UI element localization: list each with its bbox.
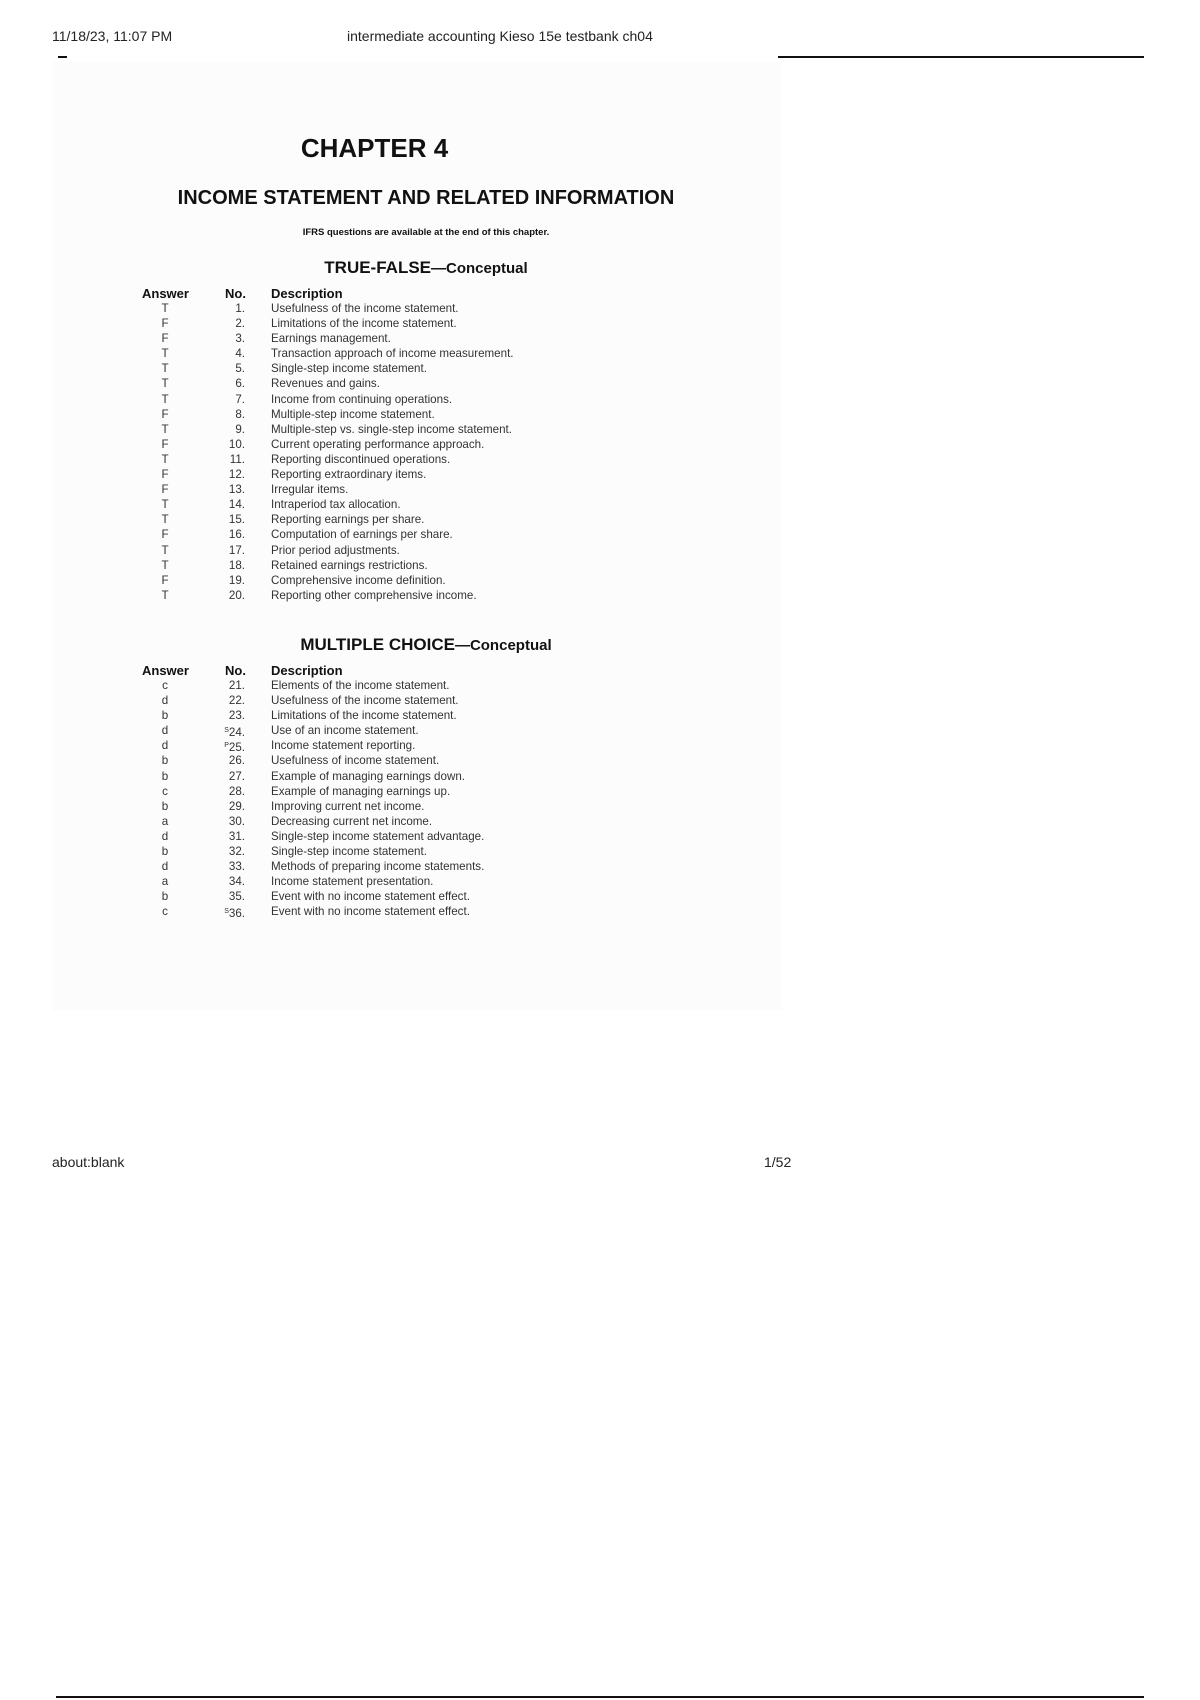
answer-cell: b — [161, 754, 169, 768]
print-datetime: 11/18/23, 11:07 PM — [52, 28, 173, 44]
print-doc-title: intermediate accounting Kieso 15e testbank ch04 — [347, 28, 653, 44]
description-cell: Intraperiod tax allocation. — [271, 498, 401, 512]
description-cell: Limitations of the income statement. — [271, 709, 457, 723]
table-row — [130, 784, 590, 799]
table-header — [130, 663, 590, 678]
number-cell — [200, 573, 245, 588]
number-value: 6. — [235, 377, 245, 391]
number-cell — [200, 904, 245, 921]
number-cell — [200, 799, 245, 814]
table-row — [130, 799, 590, 814]
description-cell: Usefulness of the income statement. — [271, 694, 459, 708]
number-value: 13. — [228, 483, 245, 497]
answer-column-header: Answer — [142, 286, 189, 301]
description-cell: Prior period adjustments. — [271, 543, 400, 557]
answer-cell: d — [161, 739, 169, 753]
section-title-sub: —Conceptual — [431, 260, 528, 277]
answer-cell: T — [161, 558, 169, 572]
answer-cell: F — [161, 468, 169, 482]
description-cell: Income statement presentation. — [271, 875, 434, 889]
number-cell — [200, 678, 245, 693]
ifrs-note: IFRS questions are available at the end of this chapter. — [302, 227, 550, 238]
number-cell — [200, 588, 245, 603]
answer-cell: T — [161, 498, 169, 512]
description-column-header: Description — [271, 663, 343, 678]
description-cell: Comprehensive income definition. — [271, 573, 446, 587]
answer-cell: F — [161, 573, 169, 587]
number-value: 36. — [228, 907, 245, 921]
number-value: 15. — [228, 513, 245, 527]
description-cell: Retained earnings restrictions. — [271, 558, 428, 572]
section-title-main: MULTIPLE CHOICE — [300, 635, 455, 654]
number-cell — [200, 376, 245, 391]
number-value: 34. — [228, 875, 245, 889]
table-row — [130, 452, 590, 467]
answer-cell: d — [161, 694, 169, 708]
description-cell: Income statement reporting. — [271, 739, 416, 753]
answer-cell: F — [161, 317, 169, 331]
number-value: 33. — [228, 860, 245, 874]
table-row — [130, 512, 590, 527]
table-row — [130, 738, 590, 753]
number-value: 32. — [228, 845, 245, 859]
number-cell — [200, 437, 245, 452]
table-row — [130, 376, 590, 391]
number-cell — [200, 708, 245, 723]
table-row — [130, 301, 590, 316]
description-cell: Multiple-step income statement. — [271, 407, 435, 421]
multiple-choice-rows — [130, 678, 590, 920]
number-cell — [200, 784, 245, 799]
answer-cell: T — [161, 588, 169, 602]
description-cell: Irregular items. — [271, 483, 349, 497]
table-row — [130, 346, 590, 361]
number-cell — [200, 512, 245, 527]
answer-cell: T — [161, 422, 169, 436]
table-row — [130, 859, 590, 874]
chapter-heading: CHAPTER 4 — [300, 133, 449, 163]
true-false-table — [130, 286, 590, 603]
description-cell: Reporting extraordinary items. — [271, 468, 427, 482]
answer-cell: a — [161, 814, 169, 828]
footer-rule — [56, 1696, 1144, 1698]
number-value: 28. — [228, 784, 245, 798]
answer-cell: d — [161, 829, 169, 843]
table-row — [130, 497, 590, 512]
answer-cell: T — [161, 347, 169, 361]
description-cell: Event with no income statement effect. — [271, 905, 470, 919]
header-rule — [778, 56, 1144, 58]
table-row — [130, 543, 590, 558]
number-cell — [200, 346, 245, 361]
answer-cell: d — [161, 860, 169, 874]
number-cell — [200, 543, 245, 558]
answer-cell: T — [161, 513, 169, 527]
number-cell — [200, 422, 245, 437]
answer-cell: a — [161, 875, 169, 889]
description-cell: Reporting discontinued operations. — [271, 452, 451, 466]
chapter-subtitle: INCOME STATEMENT AND RELATED INFORMATION — [177, 187, 675, 209]
table-row — [130, 769, 590, 784]
number-value: 29. — [228, 799, 245, 813]
table-row — [130, 527, 590, 542]
number-value: 1. — [235, 302, 245, 315]
question-marker: S — [224, 727, 229, 735]
answer-cell: T — [161, 302, 169, 315]
number-value: 12. — [228, 468, 245, 482]
number-cell — [200, 844, 245, 859]
number-cell — [200, 769, 245, 784]
question-marker: S — [224, 908, 229, 916]
answer-cell: d — [161, 724, 169, 738]
description-cell: Computation of earnings per share. — [271, 528, 453, 542]
number-value: 2. — [235, 317, 245, 331]
table-row — [130, 331, 590, 346]
description-cell: Income from continuing operations. — [271, 392, 453, 406]
description-cell: Single-step income statement advantage. — [271, 829, 485, 843]
multiple-choice-table — [130, 663, 590, 920]
number-value: 8. — [235, 407, 245, 421]
number-cell — [200, 392, 245, 407]
section-title-sub: —Conceptual — [454, 637, 552, 654]
description-cell: Example of managing earnings up. — [271, 784, 451, 798]
table-row — [130, 407, 590, 422]
table-row — [130, 829, 590, 844]
description-cell: Limitations of the income statement. — [271, 317, 457, 331]
answer-cell: b — [161, 769, 169, 783]
answer-cell: b — [161, 890, 169, 904]
number-value: 18. — [228, 558, 245, 572]
answer-cell: T — [161, 362, 169, 376]
table-row — [130, 392, 590, 407]
number-value: 20. — [228, 588, 245, 602]
table-row — [130, 874, 590, 889]
table-row — [130, 467, 590, 482]
print-page-number: 1/52 — [764, 1154, 792, 1170]
description-cell: Methods of preparing income statements. — [271, 860, 485, 874]
number-value: 16. — [228, 528, 245, 542]
number-cell — [200, 889, 245, 904]
answer-cell: c — [162, 784, 168, 798]
number-cell — [200, 693, 245, 708]
description-cell: Elements of the income statement. — [271, 679, 450, 692]
number-value: 14. — [228, 498, 245, 512]
answer-cell: F — [161, 483, 169, 497]
number-cell — [200, 331, 245, 346]
table-row — [130, 904, 590, 919]
description-cell: Reporting earnings per share. — [271, 513, 425, 527]
answer-cell: c — [162, 905, 168, 919]
header-dash-mark — [58, 56, 67, 58]
number-value: 30. — [228, 814, 245, 828]
number-cell — [200, 527, 245, 542]
table-row — [130, 422, 590, 437]
number-value: 22. — [228, 694, 245, 708]
number-cell — [200, 467, 245, 482]
answer-cell: c — [162, 679, 168, 692]
no-column-header: No. — [225, 663, 246, 678]
number-value: 31. — [228, 829, 245, 843]
answer-cell: F — [161, 407, 169, 421]
true-false-rows — [130, 301, 590, 603]
description-column-header: Description — [271, 286, 343, 301]
number-value: 10. — [228, 437, 245, 451]
true-false-section-title — [0, 258, 852, 278]
description-cell: Usefulness of the income statement. — [271, 302, 459, 315]
question-marker: P — [224, 742, 229, 750]
answer-cell: b — [161, 845, 169, 859]
number-value: 26. — [228, 754, 245, 768]
table-row — [130, 753, 590, 768]
number-value: 19. — [228, 573, 245, 587]
description-cell: Revenues and gains. — [271, 377, 380, 391]
section-title-main: TRUE-FALSE — [324, 258, 432, 277]
answer-cell: b — [161, 799, 169, 813]
answer-column-header: Answer — [142, 663, 189, 678]
answer-cell: F — [161, 528, 169, 542]
answer-cell: b — [161, 709, 169, 723]
table-row — [130, 889, 590, 904]
answer-cell: T — [161, 543, 169, 557]
number-value: 35. — [228, 890, 245, 904]
table-row — [130, 558, 590, 573]
answer-cell: T — [161, 392, 169, 406]
answer-cell: F — [161, 437, 169, 451]
table-row — [130, 723, 590, 738]
number-value: 27. — [228, 769, 245, 783]
table-row — [130, 573, 590, 588]
table-row — [130, 708, 590, 723]
answer-cell: T — [161, 377, 169, 391]
description-cell: Example of managing earnings down. — [271, 769, 465, 783]
number-cell — [200, 301, 245, 316]
number-cell — [200, 874, 245, 889]
table-row — [130, 316, 590, 331]
number-cell — [200, 316, 245, 331]
number-cell — [200, 753, 245, 768]
number-cell — [200, 829, 245, 844]
table-row — [130, 588, 590, 603]
multiple-choice-section-title — [0, 635, 852, 655]
number-value: 24. — [228, 726, 245, 740]
number-cell — [200, 558, 245, 573]
number-cell — [200, 452, 245, 467]
description-cell: Single-step income statement. — [271, 362, 427, 376]
number-value: 3. — [235, 332, 245, 346]
description-cell: Usefulness of income statement. — [271, 754, 440, 768]
number-value: 21. — [228, 679, 245, 692]
number-cell — [200, 859, 245, 874]
description-cell: Multiple-step vs. single-step income statement. — [271, 422, 512, 436]
number-value: 23. — [228, 709, 245, 723]
description-cell: Current operating performance approach. — [271, 437, 485, 451]
table-header — [130, 286, 590, 301]
description-cell: Earnings management. — [271, 332, 391, 346]
number-value: 11. — [229, 452, 245, 466]
description-cell: Event with no income statement effect. — [271, 890, 470, 904]
description-cell: Decreasing current net income. — [271, 814, 433, 828]
table-row — [130, 844, 590, 859]
answer-cell: T — [161, 452, 169, 466]
table-row — [130, 814, 590, 829]
number-value: 5. — [235, 362, 245, 376]
number-cell — [200, 361, 245, 376]
number-cell — [200, 814, 245, 829]
number-value: 9. — [235, 422, 245, 436]
description-cell: Transaction approach of income measurement. — [271, 347, 514, 361]
description-cell: Reporting other comprehensive income. — [271, 588, 477, 602]
description-cell: Single-step income statement. — [271, 845, 427, 859]
number-value: 7. — [235, 392, 245, 406]
table-row — [130, 678, 590, 693]
description-cell: Improving current net income. — [271, 799, 425, 813]
table-row — [130, 361, 590, 376]
answer-cell: F — [161, 332, 169, 346]
table-row — [130, 437, 590, 452]
table-row — [130, 482, 590, 497]
number-value: 25. — [228, 741, 245, 755]
number-cell — [200, 497, 245, 512]
number-value: 17. — [228, 543, 245, 557]
number-cell — [200, 407, 245, 422]
no-column-header: No. — [225, 286, 246, 301]
number-value: 4. — [235, 347, 245, 361]
description-cell: Use of an income statement. — [271, 724, 419, 738]
print-footer-url: about:blank — [52, 1154, 125, 1170]
table-row — [130, 693, 590, 708]
number-cell — [200, 482, 245, 497]
